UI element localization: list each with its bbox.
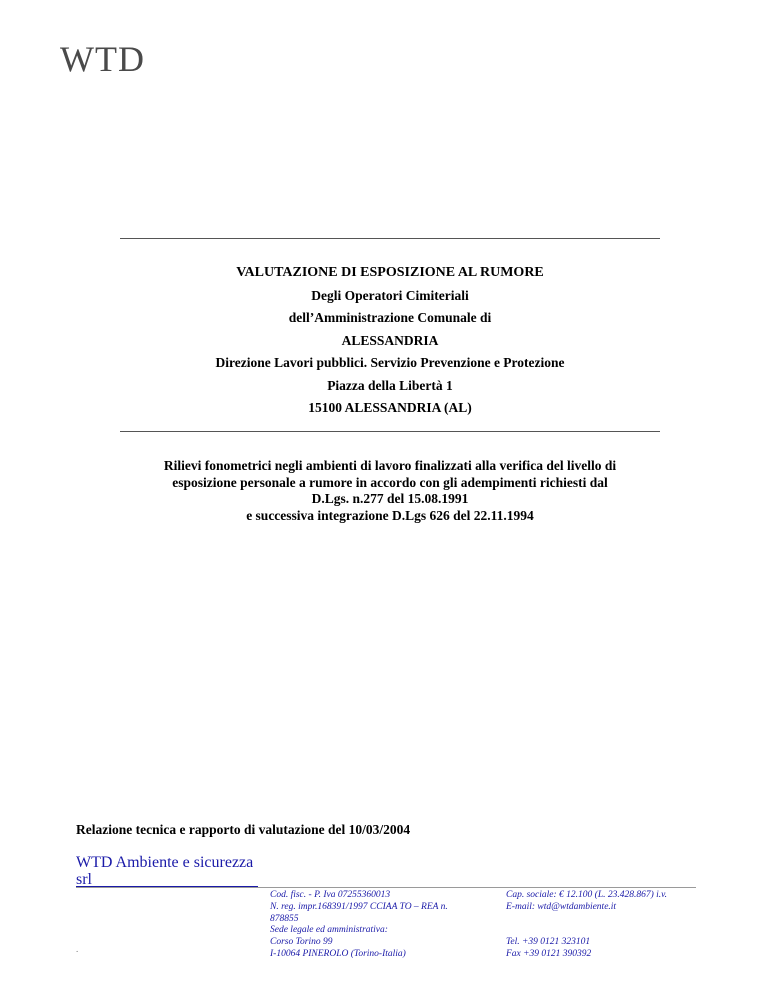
description-line: Rilievi fonometrici negli ambienti di lavoro finalizzati alla verifica del livello di (163, 458, 617, 473)
title-department: Direzione Lavori pubblici. Servizio Prevenzione e Protezione (215, 355, 565, 370)
company-logo: WTD (60, 39, 145, 79)
top-divider (120, 238, 660, 239)
footer-registry: N. reg. impr.168391/1997 CCIAA TO – REA n. (270, 901, 448, 912)
footer-fax: Fax +39 0121 390392 (506, 948, 592, 959)
company-name-line: WTD Ambiente e sicurezza (76, 854, 254, 871)
report-date-line: Relazione tecnica e rapporto di valutazione del 10/03/2004 (76, 822, 411, 837)
document-title-block (120, 262, 660, 420)
company-type-line: srl (76, 871, 92, 888)
title-postal: 15100 ALESSANDRIA (AL) (308, 400, 472, 415)
footer-divider-accent (76, 886, 258, 887)
footer-street: Corso Torino 99 (270, 937, 333, 948)
document-title: VALUTAZIONE DI ESPOSIZIONE AL RUMORE (236, 265, 544, 280)
footer-capital: Cap. sociale: € 12.100 (L. 23.428.867) i.v. (506, 890, 668, 900)
title-administration: dell’Amministrazione Comunale di (288, 310, 492, 325)
footer-registration-info (270, 890, 490, 961)
middle-divider (120, 431, 660, 432)
description-line: D.Lgs. n.277 del 15.08.1991 (311, 491, 469, 506)
title-subject: Degli Operatori Cimiteriali (311, 287, 469, 303)
footer-company-name (76, 854, 253, 888)
footer-contact-info (506, 890, 706, 961)
footer-divider (76, 887, 696, 888)
footer-office-label: Sede legale ed amministrativa: (270, 925, 388, 936)
footer-phone: Tel. +39 0121 323101 (506, 937, 591, 948)
title-address: Piazza della Libertà 1 (327, 377, 453, 393)
footer-mark: . (76, 944, 79, 954)
footer-city: I-10064 PINEROLO (Torino-Italia) (270, 948, 406, 959)
title-city: ALESSANDRIA (341, 332, 439, 348)
footer-tax-code: Cod. fisc. - P. Iva 07255360013 (270, 890, 391, 900)
description-block (120, 458, 660, 524)
footer-email: E-mail: wtd@wtdambiente.it (506, 901, 617, 912)
footer-rea-number: 878855 (270, 913, 299, 924)
description-line: esposizione personale a rumore in accordo con gli adempimenti richiesti dal (172, 474, 608, 490)
description-line: e successiva integrazione D.Lgs 626 del 22.11.1994 (246, 507, 534, 523)
